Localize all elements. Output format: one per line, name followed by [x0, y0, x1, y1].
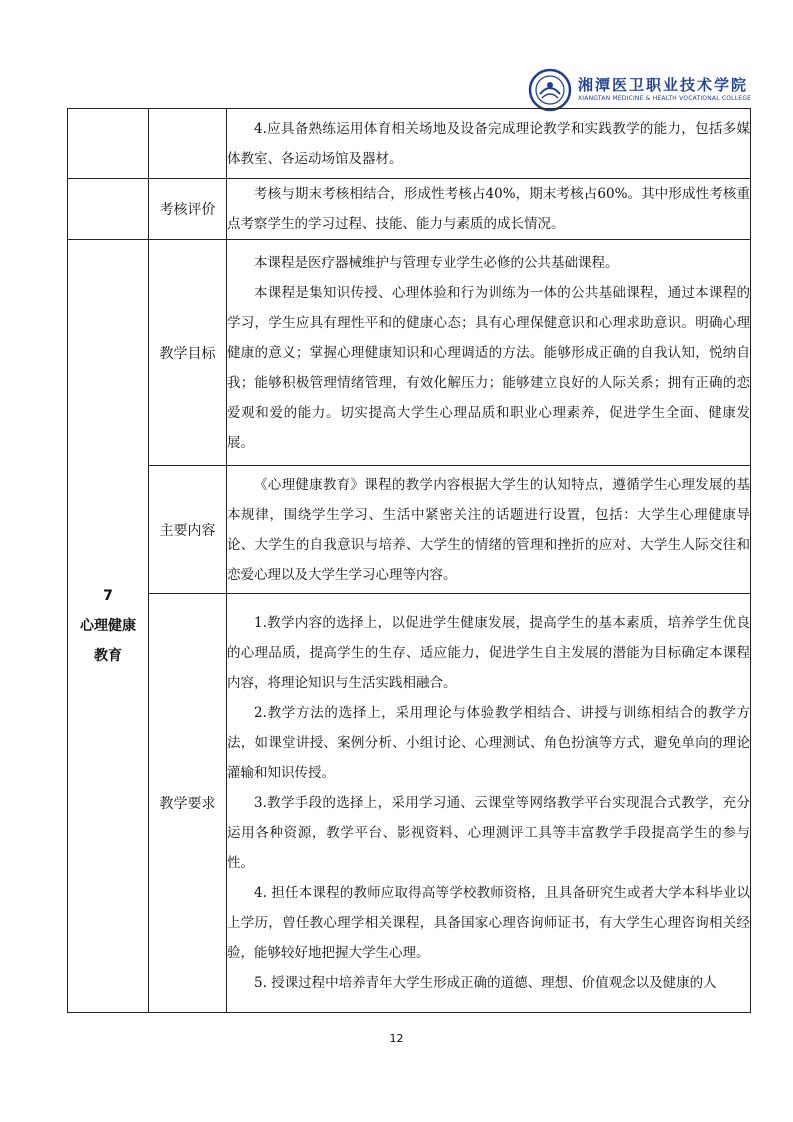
empty-cell: [68, 179, 149, 240]
requirement-tail-text: 4.应具备熟练运用体育相关场地及设备完成理论教学和实践教学的能力，包括多媒体教室、各运动场馆及器材。: [227, 120, 750, 167]
requirement-paragraph: 5. 授课过程中培养青年大学生形成正确的道德、理想、价值观念以及健康的人: [254, 975, 717, 991]
empty-cell: [68, 109, 149, 179]
page-number: 12: [389, 1032, 404, 1045]
table-row: [68, 109, 751, 179]
course-number: 7: [103, 588, 113, 604]
course-name: 心理健康教育: [80, 618, 136, 664]
assessment-label: 考核评价: [149, 179, 227, 240]
requirement-paragraph: 3.教学手段的选择上，采用学习通、云课堂等网络教学平台实现混合式教学，充分运用各种资源，教学平台、影视资料、心理测评工具等丰富教学手段提高学生的参与性。: [227, 795, 750, 871]
content-label: 主要内容: [149, 466, 227, 594]
goal-paragraph: 本课程是医疗器械维护与管理专业学生必修的公共基础课程。: [254, 254, 619, 271]
requirement-paragraph: 1.教学内容的选择上，以促进学生健康发展，提高学生的基本素质，培养学生优良的心理品质，提高学生的生存、适应能力，促进学生自主发展的潜能为目标确定本课程内容，将理论知识与生活实践相融合。: [227, 615, 750, 691]
empty-label-cell: [149, 109, 227, 179]
table-row: [68, 466, 751, 594]
goal-label: 教学目标: [149, 240, 227, 466]
requirement-tail-cell: [227, 109, 751, 179]
assessment-cell: [227, 179, 751, 240]
college-emblem-icon: [528, 68, 572, 112]
college-english-name: XIANGTAN MEDICINE & HEALTH VOCATIONAL COLLEGE: [578, 95, 752, 102]
content-text: 《心理健康教育》课程的教学内容根据大学生的认知特点，遵循学生心理发展的基本规律，围绕学生学习、生活中紧密关注的话题进行设置，包括：大学生心理健康导论、大学生的自我意识与培养、大学生的情绪的管理和挫折的应对、大学生人际交往和恋爱心理以及大学生学习心理等内容。: [227, 476, 750, 583]
requirement-paragraph: 4. 担任本课程的教师应取得高等学校教师资格，且具备研究生或者大学本科毕业以上学历，曾任教心理学相关课程，具备国家心理咨询师证书，有大学生心理咨询相关经验，能够较好地把握大学生心理。: [227, 885, 750, 961]
assessment-text: 考核与期末考核相结合，形成性考核占40%，期末考核占60%。其中形成性考核重点考察学生的学习过程、技能、能力与素质的成长情况。: [227, 186, 750, 232]
requirement-cell: [227, 594, 751, 1013]
table-row: [68, 179, 751, 240]
content-cell: [227, 466, 751, 594]
requirement-label: 教学要求: [149, 594, 227, 1013]
college-name-logo: 湘潭医卫职业技术学院: [578, 76, 749, 94]
goal-paragraph: 本课程是集知识传授、心理体验和行为训练为一体的公共基础课程，通过本课程的学习，学生应具有理性平和的健康心态；具有心理保健意识和心理求助意识。明确心理健康的意义；掌握心理健康知识和心理调适的方法。能够形成正确的自我认知，悦纳自我；能够积极管理情绪管理，有效化解压力；能够建立良好的人际关系；拥有正确的恋爱观和爱的能力。切实提高大学生心理品质和职业心理素养，促进学生全面、健康发展。: [227, 284, 750, 451]
table-row: [68, 594, 751, 1013]
curriculum-table: [67, 108, 751, 1013]
requirement-paragraph: 2.教学方法的选择上，采用理论与体验教学相结合、讲授与训练相结合的教学方法，如课堂讲授、案例分析、小组讨论、心理测试、角色扮演等方式，避免单向的理论灌输和知识传授。: [227, 705, 750, 781]
goal-cell: [227, 240, 751, 466]
course-title-cell: [68, 240, 149, 1013]
table-row: [68, 240, 751, 466]
